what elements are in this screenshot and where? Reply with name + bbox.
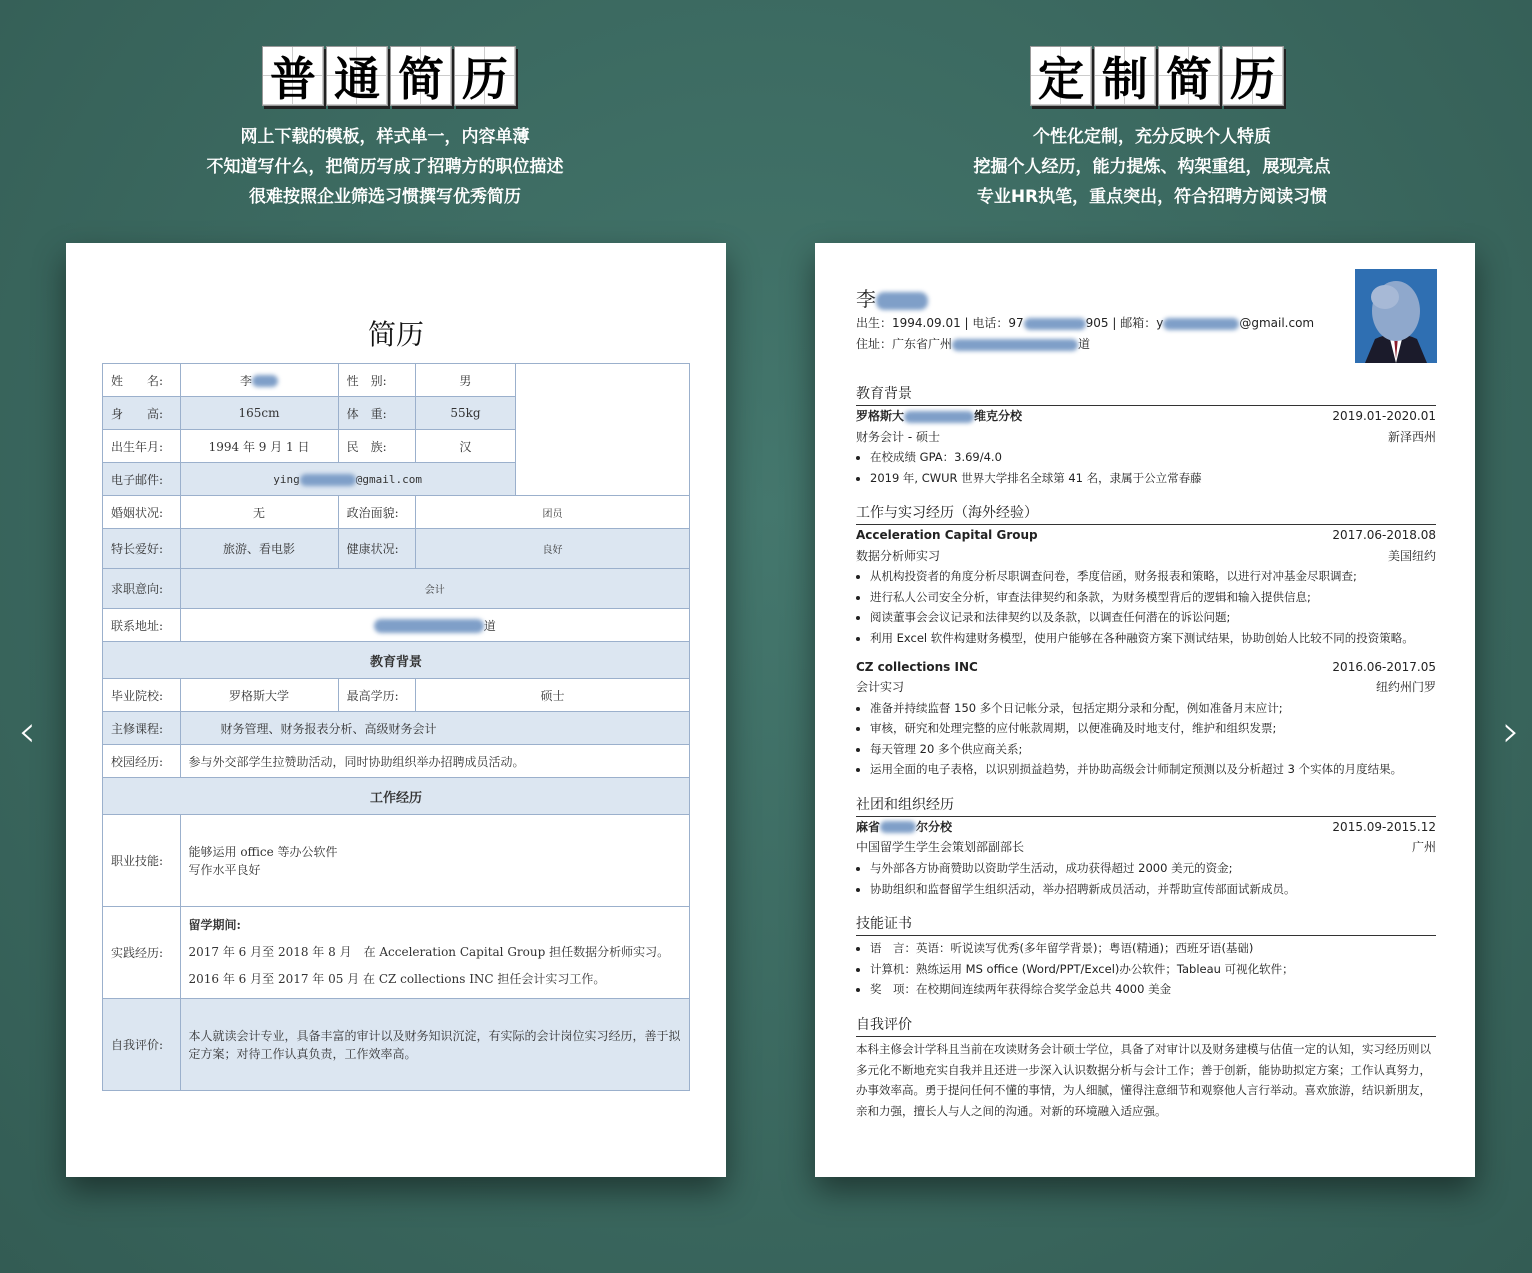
edu-date: 2019.01-2020.01	[1332, 409, 1436, 423]
job-company: CZ collections INC	[856, 659, 978, 674]
practice-cell	[180, 907, 689, 999]
right-subtitle	[927, 122, 1377, 212]
practice-line: 2017 年 6 月至 2018 年 8 月 在 Acceleration Capital Group 担任数据分析师实习。	[188, 945, 670, 959]
left-title-char: 普	[262, 46, 324, 106]
redaction-blur	[1163, 318, 1239, 330]
skill-line: 能够运用 office 等办公软件	[188, 844, 338, 859]
right-title-char: 定	[1030, 46, 1092, 106]
skill-line: 写作水平良好	[188, 862, 261, 877]
left-title	[262, 46, 516, 106]
list-item: • 进行私人公司安全分析，审查法律契约和条款，为财务模型背后的逻辑和输入提供信息;	[870, 587, 1436, 608]
work-header: 工作与实习经历（海外经验）	[856, 502, 1436, 525]
skill-label: 职业技能:	[103, 815, 181, 907]
resume-heading: 简历	[367, 318, 424, 351]
right-title-char: 制	[1094, 46, 1156, 106]
email-label: 电子邮件:	[103, 463, 181, 496]
name-cell	[180, 364, 338, 397]
redaction-blur	[252, 375, 278, 387]
redaction-blur	[300, 474, 356, 486]
subtitle-line: 不知道写什么，把简历写成了招聘方的职位描述	[206, 157, 564, 177]
hobby-value: 旅游、看电影	[180, 529, 338, 569]
gender-label: 性 别:	[338, 364, 416, 397]
resume-name	[856, 283, 1436, 313]
name-text: 李	[856, 287, 876, 311]
redaction-blur	[1024, 318, 1086, 330]
birth-value: 1994 年 9 月 1 日	[180, 430, 338, 463]
job-title: 会计实习	[856, 680, 905, 695]
skill-list	[856, 938, 1436, 1000]
org-list	[856, 858, 1436, 899]
profile-photo	[1355, 269, 1437, 363]
edu-school-text: 维克分校	[974, 409, 1023, 423]
political-value: 团员	[416, 496, 690, 529]
contact-text: 905 | 邮箱：y	[1085, 316, 1164, 330]
edu-row	[856, 427, 1436, 448]
list-item: • 从机构投资者的角度分析尽职调查问卷，季度信函，财务报表和策略，以进行对冲基金尽职调查;	[870, 566, 1436, 587]
contact-line	[856, 313, 1436, 334]
skill-header: 技能证书	[856, 913, 1436, 936]
email-suffix: @gmail.com	[355, 472, 422, 486]
edu-row	[856, 406, 1436, 427]
org-date: 2015.09-2015.12	[1332, 819, 1436, 834]
address-value: 道	[483, 618, 496, 633]
subtitle-line: 网上下载的模板，样式单一，内容单薄	[240, 127, 530, 147]
course-value: 财务管理、财务报表分析、高级财务会计	[180, 712, 689, 745]
name-value: 李	[240, 373, 253, 388]
list-item: • 与外部各方协商赞助以资助学生活动，成功获得超过 2000 美元的资金;	[870, 858, 1436, 879]
left-title-char: 简	[390, 46, 452, 106]
org-row	[856, 837, 1436, 858]
subtitle-line: 个性化定制，充分反映个人特质	[1033, 127, 1271, 147]
practice-label: 实践经历:	[103, 907, 181, 999]
contact-text: 住址：广东省广州	[856, 337, 953, 351]
redaction-blur	[880, 821, 916, 833]
left-title-char: 历	[454, 46, 516, 106]
subtitle-line: 挖掘个人经历，能力提炼、构架重组，展现亮点	[973, 157, 1331, 177]
left-subtitle	[160, 122, 610, 212]
campus-value: 参与外交部学生拉赞助活动，同时协助组织举办招聘成员活动。	[180, 745, 689, 778]
list-item: • 阅读董事会会议记录和法律契约以及条款，以调查任何潜在的诉讼问题;	[870, 607, 1436, 628]
education-section-title: 教育背景	[103, 642, 690, 679]
job-row	[856, 525, 1436, 546]
plain-resume-card	[66, 243, 726, 1177]
list-item: • 准备并持续监督 150 多个日记帐分录，包括定期分录和分配，例如准备月末应计;	[870, 698, 1436, 719]
weight-value: 55kg	[416, 397, 516, 430]
gender-value: 男	[416, 364, 516, 397]
list-item: • 协助组织和监督留学生组织活动，举办招聘新成员活动，并帮助宣传部面试新成员。	[870, 879, 1436, 900]
job-title: 数据分析师实习	[856, 548, 941, 563]
redaction-blur	[374, 619, 484, 633]
org-location: 广州	[1411, 840, 1436, 855]
edu-location: 新泽西州	[1387, 429, 1436, 444]
self-value: 本人就读会计专业，具备丰富的审计以及财务知识沉淀，有实际的会计岗位实习经历，善于拟定方案；对待工作认真负责，工作效率高。	[180, 999, 689, 1091]
edu-school	[856, 406, 1022, 427]
job-row	[856, 546, 1436, 567]
redaction-blur	[904, 411, 974, 423]
birth-label: 出生年月:	[103, 430, 181, 463]
list-item: • 计算机：熟练运用 MS office (Word/PPT/Excel)办公软件；Tableau 可视化软件；	[870, 959, 1436, 980]
redaction-blur	[952, 339, 1078, 351]
custom-resume-card	[815, 243, 1475, 1177]
subtitle-line: 很难按照企业筛选习惯撰写优秀简历	[249, 187, 521, 207]
address-label: 联系地址:	[103, 609, 181, 642]
list-item: • 语 言：英语：听说读写优秀(多年留学背景)；粤语(精通)；西班牙语(基础)	[870, 938, 1436, 959]
contact-info	[856, 313, 1436, 355]
job-list	[856, 698, 1436, 780]
marital-value: 无	[180, 496, 338, 529]
degree-value: 硕士	[416, 679, 690, 712]
email-cell	[180, 463, 515, 496]
list-item: • 利用 Excel 软件构建财务模型，使用户能够在各种融资方案下测试结果，协助创始人比较不同的投资策略。	[870, 628, 1436, 649]
next-arrow-icon[interactable]: ›	[1502, 706, 1520, 757]
ethnic-value: 汉	[416, 430, 516, 463]
list-item: • 每天管理 20 多个供应商关系;	[870, 739, 1436, 760]
org-row	[856, 817, 1436, 838]
profile-photo-svg	[1355, 269, 1437, 363]
school-value: 罗格斯大学	[180, 679, 338, 712]
job-location: 美国纽约	[1387, 548, 1436, 563]
org-header: 社团和组织经历	[856, 794, 1436, 817]
edu-list	[856, 447, 1436, 488]
education-header: 教育背景	[856, 383, 1436, 406]
list-item: • 在校成绩 GPA：3.69/4.0	[870, 447, 1436, 468]
marital-label: 婚姻状况:	[103, 496, 181, 529]
job-date: 2017.06-2018.08	[1332, 528, 1436, 543]
contact-text: 道	[1078, 337, 1091, 351]
self-label: 自我评价:	[103, 999, 181, 1091]
email-prefix: ying	[273, 472, 300, 486]
resume-form-table	[102, 363, 690, 1091]
list-item: • 运用全面的电子表格，以识别损益趋势，并协助高级会计师制定预测以及分析超过 3 个实体的月度结果。	[870, 759, 1436, 780]
job-row	[856, 657, 1436, 678]
custom-resume-content	[856, 269, 1436, 1121]
list-item: • 2019 年, CWUR 世界大学排名全球第 41 名，隶属于公立常春藤	[870, 468, 1436, 489]
ethnic-label: 民 族:	[338, 430, 416, 463]
degree-label: 最高学历:	[338, 679, 416, 712]
practice-line: 2016 年 6 月至 2017 年 05 月 在 CZ collections INC 担任会计实习工作。	[188, 972, 606, 986]
right-title	[1030, 46, 1284, 106]
height-label: 身 高:	[103, 397, 181, 430]
contact-text: @gmail.com	[1239, 316, 1315, 330]
prev-arrow-icon[interactable]: ‹	[18, 706, 36, 757]
political-label: 政治面貌:	[338, 496, 416, 529]
org-name-text: 麻省	[856, 819, 881, 834]
name-label: 姓 名:	[103, 364, 181, 397]
job-label: 求职意向:	[103, 569, 181, 609]
list-item: • 奖 项：在校期间连续两年获得综合奖学金总共 4000 美金	[870, 979, 1436, 1000]
redaction-blur	[876, 292, 928, 310]
campus-label: 校园经历:	[103, 745, 181, 778]
job-location: 纽约州门罗	[1375, 680, 1436, 695]
hobby-label: 特长爱好:	[103, 529, 181, 569]
org-name-text: 尔分校	[916, 819, 953, 834]
address-cell	[180, 609, 689, 642]
org-title: 中国留学生学生会策划部副部长	[856, 840, 1025, 855]
job-row	[856, 677, 1436, 698]
job-date: 2016.06-2017.05	[1332, 659, 1436, 674]
org-name	[856, 817, 952, 838]
right-title-char: 历	[1222, 46, 1284, 106]
health-value: 良好	[416, 529, 690, 569]
right-title-char: 简	[1158, 46, 1220, 106]
job-value: 会计	[180, 569, 689, 609]
work-section-title: 工作经历	[103, 778, 690, 815]
job-company: Acceleration Capital Group	[856, 528, 1038, 543]
job-list	[856, 566, 1436, 648]
list-item: • 审核，研究和处理完整的应付帐款周期，以便准确及时地支付，维护和组织发票;	[870, 718, 1436, 739]
height-value: 165cm	[180, 397, 338, 430]
self-header: 自我评价	[856, 1014, 1436, 1037]
photo-area	[515, 364, 689, 496]
practice-heading: 留学期间:	[188, 918, 241, 932]
contact-line	[856, 334, 1436, 355]
health-label: 健康状况:	[338, 529, 416, 569]
self-evaluation: 本科主修会计学科且当前在攻读财务会计硕士学位，具备了对审计以及财务建模与估值一定的认知，实习经历则以多元化不断地充实自我并且还进一步深入认识数据分析与会计工作；善于创新，能协助拟定方案；工作认真努力，办事效率高。勇于提问任何不懂的事情，为人细腻，懂得注意细节和观察他人言行举动。喜欢旅游，结识新朋友，亲和力强，擅长人与人之间的沟通。对新的环境融入适应强。	[856, 1041, 1431, 1118]
weight-label: 体 重:	[338, 397, 416, 430]
skill-cell	[180, 815, 689, 907]
school-label: 毕业院校:	[103, 679, 181, 712]
left-title-char: 通	[326, 46, 388, 106]
subtitle-line: 专业HR执笔，重点突出，符合招聘方阅读习惯	[976, 187, 1328, 207]
edu-major: 财务会计 - 硕士	[856, 429, 940, 444]
course-label: 主修课程:	[103, 712, 181, 745]
edu-school-text: 罗格斯大	[856, 409, 905, 423]
contact-text: 出生：1994.09.01 | 电话：97	[856, 316, 1024, 330]
